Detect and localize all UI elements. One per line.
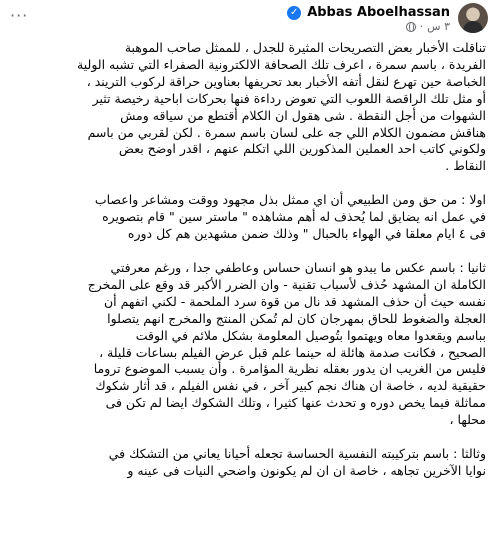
globe-icon: [406, 22, 416, 32]
post-meta: [406, 20, 450, 33]
text-line: محلها ،: [449, 412, 486, 428]
text-line: فليس من الغريب ان يدور بعقله نظرية المؤامرة . وأن يسبب الموضوع تروما: [93, 361, 486, 377]
text-line: فى ٤ ايام معلقا في الهواء بالحبال " وذلك ضمن مشهدين هم كل دوره: [127, 226, 486, 242]
more-options-icon[interactable]: ···: [10, 6, 29, 25]
paragraph-1: [8, 40, 486, 175]
text-line: وثالثا : باسم بتركيبته النفسية الحساسة تجعله أحيانا يعاني من التشكك في: [108, 446, 486, 462]
text-line: الكاملة ان المشهد حُذف لأسباب تقنية - وان الضرر الأكبر قد وقع على المخرج: [87, 276, 486, 292]
paragraph-4: [8, 446, 486, 480]
text-line: العجلة والضغوط للحاق بمهرجان كان لم تُمكن المنتج والمخرج انهم يتصلوا: [107, 310, 486, 326]
text-line: مماثلة فيما يخص دوره و تحدث عنها كثيرا ، وتلك الشكوك ايضا لم تكن فى: [105, 395, 486, 411]
paragraph-3: [8, 260, 486, 429]
text-line: تناقلت الأخبار بعض التصريحات المثيرة للجدل ، للممثل صاحب الموهبة: [124, 40, 486, 55]
post-header: [0, 0, 494, 34]
author-avatar[interactable]: [458, 3, 488, 33]
paragraph-2: [8, 192, 486, 243]
text-line: هناقش مضمون الكلام اللي جه على لسان باسم سمرة . لكن لقربي من باسم: [87, 124, 486, 140]
verified-badge-icon: ✓: [287, 6, 301, 20]
text-line: ثانيا : باسم عكس ما يبدو هو انسان حساس وعاطفي جدا ، ورغم معرفتي: [110, 259, 486, 275]
separator-dot: ·: [419, 20, 424, 33]
text-line: النقاط .: [445, 158, 486, 174]
text-line: الشهوات من أجل النقطة . شى هقول ان الكلام أقتطع من سياقه ومش: [120, 107, 486, 123]
text-line: نفسه حيث أن حذف المشهد قد نال من قوة سرد الملحمة - لكني اتفهم أن: [103, 293, 486, 309]
text-line: الصحيح ، فكانت صدمة هائلة له حينما علم قبل عرض الفيلم بساعات قليلة ،: [99, 344, 486, 360]
author-name[interactable]: Abbas Aboelhassan: [307, 5, 450, 20]
text-line: اولا : من حق ومن الطبيعي أن اي ممثل بذل مجهود ووقت ومشاعر واعصاب: [94, 192, 486, 208]
text-line: نوايا الآخرين تجاهه ، خاصة ان ان لم يكونون واضحي النيات فى عينه و: [127, 462, 486, 478]
text-line: حقيقية لديه ، خاصة ان هناك نجم كبير آخر ، في نفس الفيلم ، قد أثار شكوك: [95, 378, 486, 394]
text-line: ولكوني كاتب احد العملين المذكورين اللي اتكلم عنهم ، اقدر اوضح بعض: [118, 141, 486, 157]
post-body: [8, 40, 486, 539]
text-line: الفريدة ، باسم سمرة ، اعرف تلك الصحافة الالكترونية الصفراء التي تشبه الولية: [77, 56, 486, 72]
text-line: أو مثل تلك الراقصة اللعوب التي تعوض رداءة فنها بحركات اباحية رخيصة تثير: [92, 90, 486, 106]
post-time[interactable]: ٣ س: [427, 20, 450, 33]
text-line: بباسم ويقعدوا معاه ويهتموا بتُوصيل المعلومة بشكل ملائم في الوقت: [135, 327, 486, 343]
text-line: في عمل انه يضايق لما يُحذف له أهم مشاهده " ماستر سين " قام بتصويره: [102, 209, 486, 225]
author-row: [287, 5, 450, 20]
text-line: الخباصة حين تهرع لنقل أتفه الأخبار بعد تحريفها بعناوين حراقة لركوب التريند ،: [86, 73, 486, 89]
